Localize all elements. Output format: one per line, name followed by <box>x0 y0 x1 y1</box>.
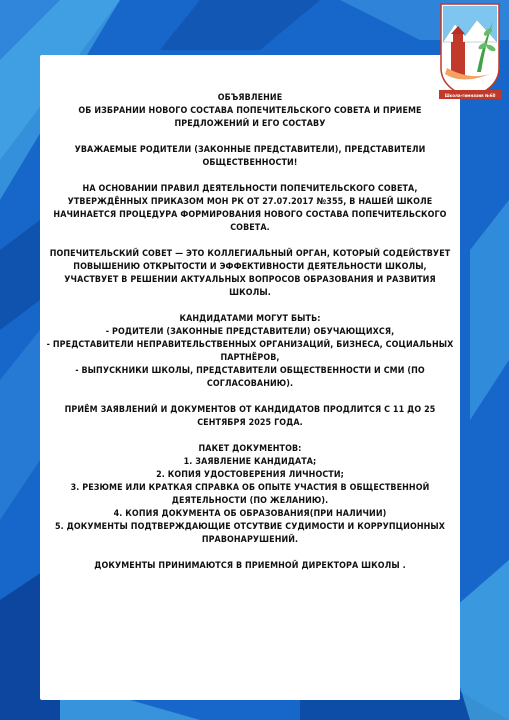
definition-line: УЧАСТВУЕТ В РЕШЕНИИ АКТУАЛЬНЫХ ВОПРОСОВ ОБРАЗОВАНИЯ И РАЗВИТИЯ <box>64 275 436 285</box>
definition-line: ПОПЕЧИТЕЛЬСКИЙ СОВЕТ — ЭТО КОЛЛЕГИАЛЬНЫЙ ОРГАН, КОТОРЫЙ СОДЕЙСТВУЕТ <box>49 249 451 259</box>
greeting <box>40 144 460 170</box>
candidates-list <box>40 313 460 391</box>
basis-paragraph <box>40 183 460 235</box>
documents-line: 5. ДОКУМЕНТЫ ПОДТВЕРЖДАЮЩИЕ ОТСУТВИЕ СУДИМОСТИ И КОРРУПЦИОННЫХ <box>54 522 446 532</box>
documents-line: ПАКЕТ ДОКУМЕНТОВ: <box>198 444 302 454</box>
candidates-line: КАНДИДАТАМИ МОГУТ БЫТЬ: <box>179 314 321 324</box>
documents-line: 3. РЕЗЮМЕ ИЛИ КРАТКАЯ СПРАВКА ОБ ОПЫТЕ УЧАСТИЯ В ОБЩЕСТВЕННОЙ <box>70 483 430 493</box>
documents-line: 1. ЗАЯВЛЕНИЕ КАНДИДАТА; <box>183 457 317 467</box>
basis-line: НАЧИНАЕТСЯ ПРОЦЕДУРА ФОРМИРОВАНИЯ НОВОГО СОСТАВА ПОПЕЧИТЕЛЬСКОГО <box>53 210 447 220</box>
candidates-line: СОГЛАСОВАНИЮ). <box>206 379 294 389</box>
title-line: ПРЕДЛОЖЕНИЙ И ЕГО СОСТАВУ <box>174 119 326 129</box>
candidates-line: - ВЫПУСКНИКИ ШКОЛЫ, ПРЕДСТАВИТЕЛИ ОБЩЕСТВЕННОСТИ И СМИ (ПО <box>75 366 425 376</box>
announcement-title <box>40 92 460 131</box>
documents-list <box>40 443 460 547</box>
deadline-paragraph <box>40 404 460 430</box>
definition-paragraph <box>40 248 460 300</box>
definition-line: ШКОЛЫ. <box>229 288 271 298</box>
definition-line: ПОВЫШЕНИЮ ОТКРЫТОСТИ И ЭФФЕКТИВНОСТИ ДЕЯТЕЛЬНОСТИ ШКОЛЫ, <box>73 262 427 272</box>
candidates-line: ПАРТНЁРОВ, <box>220 353 280 363</box>
basis-line: НА ОСНОВАНИИ ПРАВИЛ ДЕЯТЕЛЬНОСТИ ПОПЕЧИТЕЛЬСКОГО СОВЕТА, <box>82 184 418 194</box>
title-line: ОБЪЯВЛЕНИЕ <box>217 93 283 103</box>
title-line: ОБ ИЗБРАНИИ НОВОГО СОСТАВА ПОПЕЧИТЕЛЬСКОГО СОВЕТА И ПРИЕМЕ <box>78 106 422 116</box>
deadline-line: СЕНТЯБРЯ 2025 ГОДА. <box>197 418 303 428</box>
greeting-line: УВАЖАЕМЫЕ РОДИТЕЛИ (ЗАКОННЫЕ ПРЕДСТАВИТЕЛИ), ПРЕДСТАВИТЕЛИ <box>74 145 426 155</box>
candidates-line: - ПРЕДСТАВИТЕЛИ НЕПРАВИТЕЛЬСТВЕННЫХ ОРГАНИЗАЦИЙ, БИЗНЕСА, СОЦИАЛЬНЫХ <box>46 340 454 350</box>
deadline-line: ПРИЁМ ЗАЯВЛЕНИЙ И ДОКУМЕНТОВ ОТ КАНДИДАТОВ ПРОДЛИТСЯ С 11 ДО 25 <box>64 405 436 415</box>
school-emblem-icon <box>433 2 507 100</box>
basis-line: СОВЕТА. <box>230 223 270 233</box>
candidates-line: - РОДИТЕЛИ (ЗАКОННЫЕ ПРЕДСТАВИТЕЛИ) ОБУЧАЮЩИХСЯ, <box>105 327 395 337</box>
footer-paragraph <box>40 560 460 573</box>
basis-line: УТВЕРЖДЁННЫХ ПРИКАЗОМ МОН РК ОТ 27.07.2017 №355, В НАШЕЙ ШКОЛЕ <box>67 197 433 207</box>
announcement-text <box>40 92 460 586</box>
documents-line: 2. КОПИЯ УДОСТОВЕРЕНИЯ ЛИЧНОСТИ; <box>156 470 344 480</box>
documents-line: ПРАВОНАРУШЕНИЙ. <box>201 535 299 545</box>
documents-line: 4. КОПИЯ ДОКУМЕНТА ОБ ОБРАЗОВАНИЯ(ПРИ НАЛИЧИИ) <box>113 509 387 519</box>
greeting-line: ОБЩЕСТВЕННОСТИ! <box>202 158 298 168</box>
documents-line: ДЕЯТЕЛЬНОСТИ (ПО ЖЕЛАНИЮ). <box>171 496 329 506</box>
footer-line: ДОКУМЕНТЫ ПРИНИМАЮТСЯ В ПРИЕМНОЙ ДИРЕКТОРА ШКОЛЫ . <box>94 561 406 571</box>
emblem-caption: Школа-гимназия №60 <box>444 93 496 98</box>
